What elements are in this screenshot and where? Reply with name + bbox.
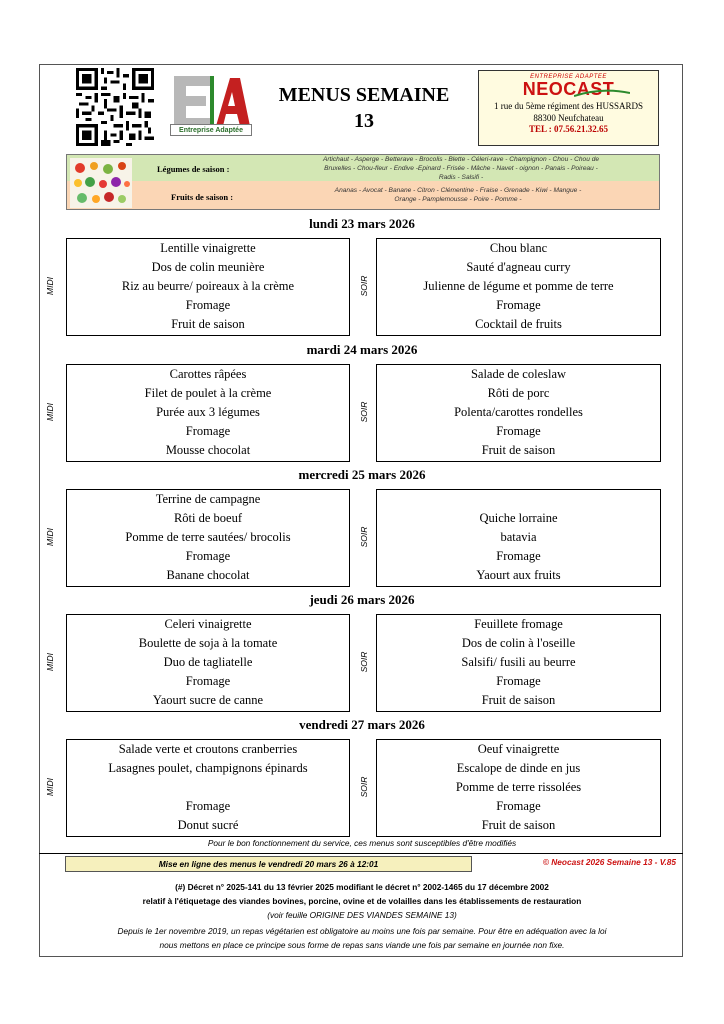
- midi-label: MIDI: [45, 778, 55, 796]
- neocast-tagline: ENTREPRISE ADAPTEE: [530, 74, 607, 80]
- menu-item: Boulette de soja à la tomate: [138, 636, 278, 650]
- vegetables-label: Légumes de saison :: [157, 164, 230, 174]
- menu-item: Dos de colin meunière: [151, 260, 265, 274]
- midi-label: MIDI: [45, 277, 55, 295]
- neocast-card: [478, 70, 659, 146]
- menu-item: Duo de tagliatelle: [163, 655, 253, 669]
- menu-item: Pomme de terre sautées/ brocolis: [125, 530, 291, 544]
- menu-item: Fromage: [496, 424, 541, 438]
- menu-item: batavia: [500, 530, 537, 544]
- menu-item: Fromage: [185, 549, 231, 563]
- menu-item: Escalope de dinde en jus: [456, 761, 581, 775]
- day-title: vendredi 27 mars 2026: [299, 717, 425, 732]
- menu-item: Fromage: [496, 674, 541, 688]
- soir-menu-box: [376, 614, 661, 712]
- menu-item: Donut sucré: [177, 818, 239, 832]
- publication-date-banner: Mise en ligne des menus le vendredi 20 mars 26 à 12:01: [65, 856, 472, 872]
- soir-menu-box: [376, 364, 661, 462]
- menu-item: Salade verte et croutons cranberries: [118, 742, 298, 756]
- menu-item: Celeri vinaigrette: [164, 617, 252, 631]
- menu-item: Carottes râpées: [169, 367, 247, 381]
- vegetables-list: [263, 155, 659, 182]
- swoosh-icon: [574, 89, 630, 97]
- menu-item: Chou blanc: [489, 241, 548, 255]
- menu-item: Fruit de saison: [171, 317, 245, 331]
- menu-item: Yaourt sucre de canne: [152, 693, 264, 707]
- vegetarian-note: nous mettons en place ce principe sous forme de repas sans viande une fois par semaine en journée non fixe.: [159, 940, 565, 950]
- menu-item: Fromage: [185, 298, 231, 312]
- menu-item: Fromage: [185, 674, 231, 688]
- menu-item: [67, 778, 349, 797]
- menu-item: Sauté d'agneau curry: [466, 260, 571, 274]
- menu-item: Rôti de porc: [487, 386, 550, 400]
- menu-item: Fruit de saison: [481, 818, 556, 832]
- menu-item: Mousse chocolat: [165, 443, 251, 457]
- midi-menu-box: [66, 614, 350, 712]
- week-number: 13: [354, 110, 374, 132]
- menu-item: Salade de coleslaw: [470, 367, 567, 381]
- neocast-logo: NEOCAST: [522, 79, 615, 99]
- menu-item: Julienne de légume et pomme de terre: [423, 279, 614, 293]
- neocast-address: [479, 101, 658, 136]
- menu-item: Dos de colin à l'oseille: [461, 636, 576, 650]
- modification-note: Pour le bon fonctionnement du service, ces menus sont susceptibles d'être modifiés: [207, 838, 517, 848]
- decret-line: relatif à l'étiquetage des viandes bovines, porcine, ovine et de volailles dans les établissements de restauration: [142, 896, 582, 906]
- menu-item: Pomme de terre rissolées: [455, 780, 582, 794]
- midi-label: MIDI: [45, 653, 55, 671]
- midi-label: MIDI: [45, 403, 55, 421]
- soir-label: SOIR: [359, 776, 369, 798]
- footer-divider: [39, 853, 683, 854]
- menu-item: Filet de poulet à la crème: [144, 386, 272, 400]
- soir-label: SOIR: [359, 651, 369, 673]
- menu-item: Fromage: [496, 298, 541, 312]
- decret-line: (#) Décret n° 2025-141 du 13 février 2025 modifiant le décret n° 2002-1465 du 17 décembre 2002: [175, 882, 549, 892]
- midi-menu-box: [66, 739, 350, 837]
- menu-item: Fruit de saison: [481, 443, 556, 457]
- title-text: MENUS SEMAINE: [278, 84, 450, 106]
- qr-code-icon: [70, 68, 160, 146]
- menu-item: Terrine de campagne: [155, 492, 261, 506]
- menu-item: Lentille vinaigrette: [160, 241, 256, 255]
- menu-item: Salsifi/ fusili au beurre: [461, 655, 576, 669]
- menu-item: Fromage: [185, 799, 231, 813]
- menu-item: Yaourt aux fruits: [476, 568, 561, 582]
- fruits-list: [263, 186, 653, 204]
- soir-label: SOIR: [359, 275, 369, 297]
- soir-menu-box: [376, 739, 661, 837]
- fruits-label: Fruits de saison :: [171, 192, 234, 202]
- vegetables-line: Artichaut - Asperge - Betterave - Brocolis - Blette - Céleri-rave - Champignon - Chou - Chou de: [322, 156, 600, 163]
- midi-menu-box: [66, 238, 350, 336]
- menu-item: Fromage: [185, 424, 231, 438]
- fruits-line: Orange - Pamplemousse - Poire - Pomme -: [394, 196, 522, 203]
- seasonal-produce-banner: [66, 154, 660, 210]
- vegetables-line: Radis - Salsifi -: [438, 174, 484, 181]
- origine-viandes-note: (voir feuille ORIGINE DES VIANDES SEMAINE 13): [267, 910, 457, 920]
- address-city: 88300 Neufchateau: [533, 112, 604, 123]
- midi-label: MIDI: [45, 528, 55, 546]
- menu-item: [377, 490, 660, 509]
- menu-item: Fromage: [496, 799, 541, 813]
- menu-item: Feuillete fromage: [474, 617, 563, 631]
- phone-number: TEL : 07.56.21.32.65: [528, 124, 608, 134]
- vegetables-line: Bruxelles - Chou-fleur - Endive -Epinard - Frisée - Mâche - Navet - oignon - Panais - Poireau -: [324, 165, 598, 172]
- menu-item: Polenta/carottes rondelles: [454, 405, 583, 419]
- soir-menu-box: [376, 238, 661, 336]
- vegetables-image-icon: [70, 158, 132, 208]
- menu-item: Oeuf vinaigrette: [477, 742, 560, 756]
- menu-item: Fruit de saison: [481, 693, 556, 707]
- address-line: 1 rue du 5ème régiment des HUSSARDS: [494, 101, 643, 111]
- soir-label: SOIR: [359, 526, 369, 548]
- soir-menu-box: [376, 489, 661, 587]
- fruits-line: Ananas - Avocat - Banane - Citron - Clémentine - Fraise - Grenade - Kiwi - Mangue -: [334, 187, 582, 194]
- day-title: mercredi 25 mars 2026: [298, 467, 426, 482]
- menu-item: Banane chocolat: [166, 568, 250, 582]
- vegetarian-note: Depuis le 1er novembre 2019, un repas végétarien est obligatoire au moins une fois par semaine. Pour être en adéquation avec la loi: [117, 926, 607, 936]
- page-title: [256, 82, 472, 134]
- menu-item: Purée aux 3 légumes: [156, 405, 260, 419]
- day-title: lundi 23 mars 2026: [309, 216, 415, 231]
- copyright-text: © Neocast 2026 Semaine 13 - V.85: [542, 857, 676, 867]
- menu-item: Riz au beurre/ poireaux à la crème: [121, 279, 295, 293]
- menu-item: Quiche lorraine: [479, 511, 558, 525]
- menu-item: Fromage: [496, 549, 541, 563]
- midi-menu-box: [66, 489, 350, 587]
- day-title: jeudi 26 mars 2026: [309, 592, 415, 607]
- menu-item: Lasagnes poulet, champignons épinards: [108, 761, 308, 775]
- midi-menu-box: [66, 364, 350, 462]
- ea-caption: Entreprise Adaptée: [170, 124, 252, 136]
- day-title: mardi 24 mars 2026: [306, 342, 418, 357]
- menu-item: Rôti de boeuf: [173, 511, 243, 525]
- menu-item: Cocktail de fruits: [475, 317, 562, 331]
- soir-label: SOIR: [359, 401, 369, 423]
